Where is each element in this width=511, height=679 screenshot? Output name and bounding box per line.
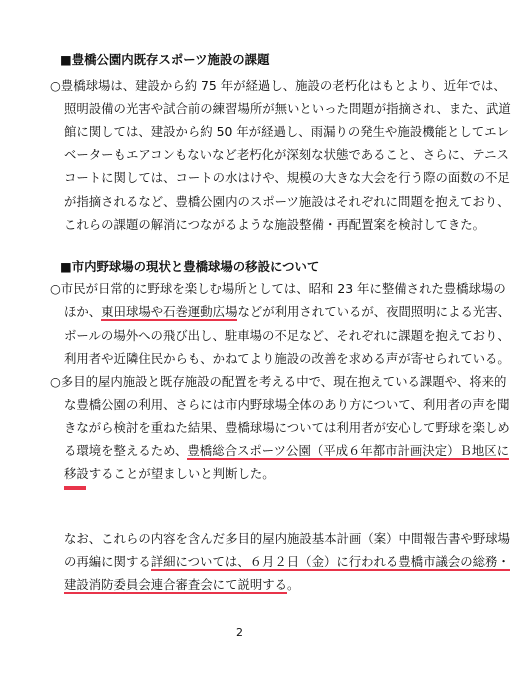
text-span: の再編に関する	[64, 554, 151, 569]
section-heading-baseball-relocation: ■市内野球場の現状と豊橋球場の移設について	[60, 259, 320, 274]
text-span: することが望ましいと判断した。	[88, 466, 275, 481]
text-span: 移設	[64, 466, 89, 481]
paragraph-line	[64, 443, 509, 459]
paragraph-line: ○市民が日常的に野球を楽しむ場所としては、昭和 23 年に整備された豊橋球場の	[50, 281, 506, 296]
page-number: 2	[236, 626, 243, 639]
paragraph-line: ボールの場外への飛び出し、駐車場の不足など、それぞれに課題を抱えており、	[64, 328, 510, 343]
paragraph-line	[64, 304, 510, 320]
paragraph-line: なお、これらの内容を含んだ多目的屋内施設基本計画（案）中間報告書や野球場	[64, 531, 511, 546]
paragraph-line	[64, 577, 299, 593]
paragraph-line: 利用者や近隣住民からも、かねてより施設の改善を求める声が寄せられている。	[64, 351, 510, 366]
paragraph-line: これらの課題の解消につながるような施設整備・再配置案を検討してきた。	[64, 217, 486, 232]
section-heading-existing-facilities: ■豊橋公園内既存スポーツ施設の課題	[60, 52, 270, 67]
paragraph-line: な豊橋公園の利用、さらには市内野球場全体のあり方について、利用者の声を聞	[64, 397, 510, 412]
paragraph-line: が指摘されるなど、豊橋公園内のスポーツ施設はそれぞれに問題を抱えており、	[64, 194, 510, 209]
underlined-text: 東田球場や石巻運動広場	[101, 304, 238, 319]
text-span: ほか、	[64, 304, 102, 319]
underlined-text: 建設消防委員会連合審査会にて説明する	[64, 577, 288, 592]
paragraph-line: きながら検討を重ねた結果、豊橋球場については利用者が安心して野球を楽しめ	[64, 420, 510, 435]
text-span: 。	[287, 577, 300, 592]
text-span: などが利用されているが、夜間照明による光害、	[237, 304, 511, 319]
paragraph-line: ○豊橋球場は、建設から約 75 年が経過し、施設の老朽化はもとより、近年では、	[50, 78, 506, 93]
paragraph-line: 館に関しては、建設から約 50 年が経過し、雨漏りの発生や施設機能としてエレ	[64, 124, 509, 139]
paragraph-line: 照明設備の光害や試合前の練習場所が無いといった問題が指摘され、また、武道	[64, 101, 511, 116]
text-span: る環境を整えるため、	[64, 443, 188, 458]
paragraph-line: コートに関しては、コートの水はけや、規模の大きな大会を行う際の面数の不足	[64, 170, 510, 185]
paragraph-line	[64, 554, 510, 570]
underlined-text: 豊橋総合スポーツ公園（平成６年都市計画決定）Ｂ地区に	[187, 443, 510, 458]
underlined-text: 詳細については、６月２日（金）に行われる豊橋市議会の総務・	[150, 554, 510, 569]
paragraph-line: ○多目的屋内施設と既存施設の配置を考える中で、現在抱えている課題や、将来的	[50, 374, 507, 389]
paragraph-line: ベーターもエアコンもないなど老朽化が深刻な状態であること、さらに、テニス	[64, 147, 509, 162]
red-underline-mark	[64, 486, 86, 490]
paragraph-line	[64, 466, 275, 482]
